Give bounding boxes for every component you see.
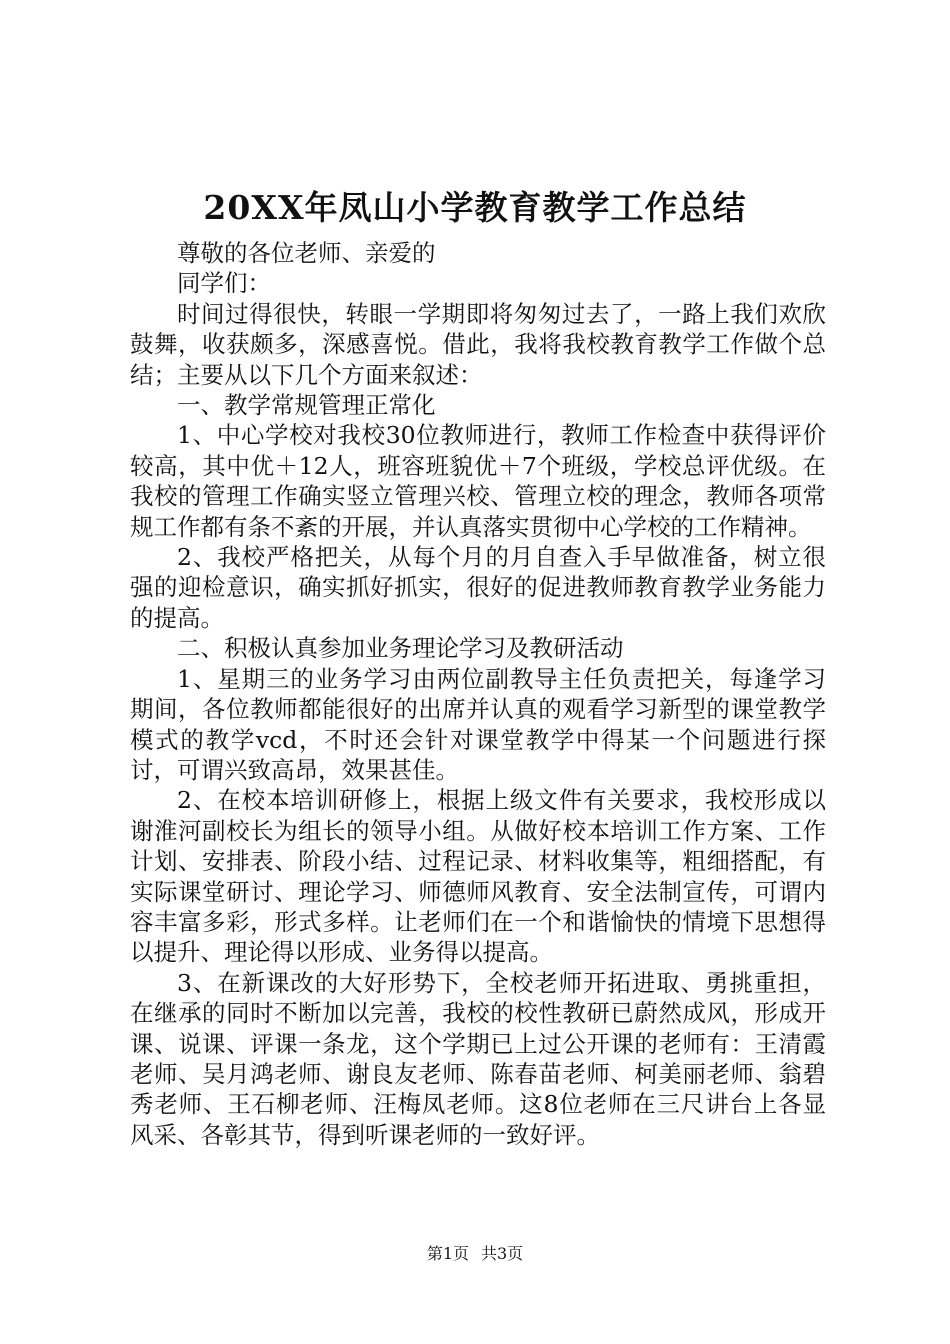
paragraph-section2-item3: 3、在新课改的大好形势下，全校老师开拓进取、勇挑重担，在继承的同时不断加以完善，我校的校性教研已蔚然成风，形成开课、说课、评课一条龙，这个学期已上过公开课的老师有：王清霞老师、吴月鸿老师、谢良友老师、陈春苗老师、柯美丽老师、翁碧秀老师、王石柳老师、汪梅凤老师。这8位老师在三尺讲台上各显风采、各彰其节，得到听课老师的一致好评。 — [130, 968, 826, 1149]
paragraph-section1-item1: 1、中心学校对我校30位教师进行，教师工作检查中获得评价较高，其中优＋12人，班容班貌优＋7个班级，学校总评优级。在我校的管理工作确实竖立管理兴校、管理立校的理念，教师各项常规工作都有条不紊的开展，并认真落实贯彻中心学校的工作精神。 — [130, 421, 826, 541]
paragraph-greeting-2: 同学们： — [177, 269, 271, 298]
paragraph-greeting-1: 尊敬的各位老师、亲爱的 — [177, 239, 436, 267]
paragraph-section1-item2: 2、我校严格把关，从每个月的月自查入手早做准备，树立很强的迎检意识，确实抓好抓实，很好的促进教师教育教学业务能力的提高。 — [130, 543, 826, 632]
section-heading-1: 一、教学常规管理正常化 — [177, 391, 436, 420]
document-title: 20XX年凤山小学教育教学工作总结 — [203, 188, 747, 227]
paragraph-intro: 时间过得很快，转眼一学期即将匆匆过去了，一路上我们欢欣鼓舞，收获颇多，深感喜悦。借此，我将我校教育教学工作做个总结；主要从以下几个方面来叙述： — [130, 299, 826, 389]
paragraph-section2-item2: 2、在校本培训研修上，根据上级文件有关要求，我校形成以谢淮河副校长为组长的领导小组。从做好校本培训工作方案、工作计划、安排表、阶段小结、过程记录、材料收集等，粗细搭配，有实际课堂研讨、理论学习、师德师风教育、安全法制宣传，可谓内容丰富多彩，形式多样。让老师们在一个和谐愉快的情境下思想得以提升、理论得以形成、业务得以提高。 — [130, 786, 826, 967]
section-heading-2: 二、积极认真参加业务理论学习及教研活动 — [177, 634, 624, 663]
paragraph-section2-item1: 1、星期三的业务学习由两位副教导主任负责把关，每逢学习期间，各位教师都能很好的出席并认真的观看学习新型的课堂教学模式的教学vcd，不时还会针对课堂教学中得某一个问题进行探讨，可谓兴致高昂，效果甚佳。 — [130, 664, 826, 784]
document-body — [130, 238, 826, 1150]
page-total: 共3页 — [481, 1244, 524, 1263]
page-number: 第1页 — [426, 1244, 469, 1263]
page-footer — [0, 1243, 950, 1265]
